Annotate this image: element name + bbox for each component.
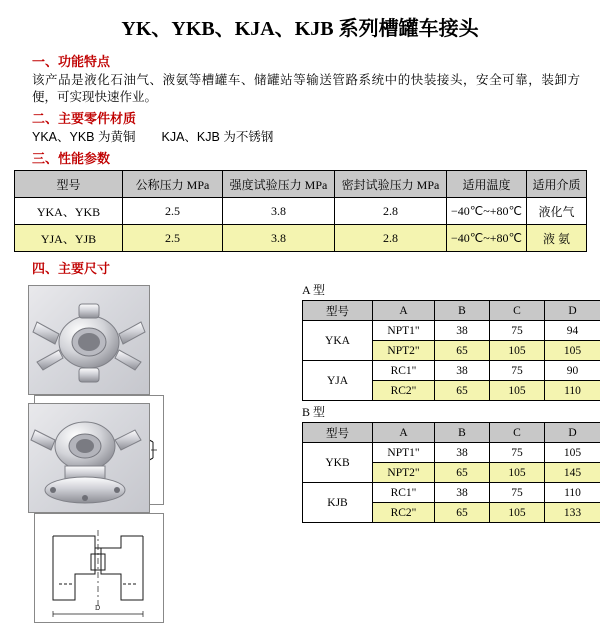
dim-cell: 65 bbox=[435, 341, 490, 361]
dim-cell: 75 bbox=[490, 361, 545, 381]
table-row bbox=[303, 361, 600, 381]
document-page bbox=[0, 12, 600, 528]
photo-coupling-a bbox=[28, 285, 150, 395]
dim-header-cell: C bbox=[490, 301, 545, 321]
perf-header-cell: 型号 bbox=[15, 171, 123, 198]
dimensions-section bbox=[14, 281, 586, 509]
dim-cell: RC2" bbox=[373, 381, 435, 401]
dim-cell: 105 bbox=[490, 463, 545, 483]
dim-cell: 133 bbox=[545, 503, 600, 523]
table-row bbox=[303, 483, 600, 503]
dim-cell: 65 bbox=[435, 503, 490, 523]
perf-cell-model: YKA、YKB bbox=[15, 198, 123, 225]
dim-cell: 65 bbox=[435, 463, 490, 483]
dim-header-cell: 型号 bbox=[303, 301, 373, 321]
table-row bbox=[15, 225, 587, 252]
perf-cell: 3.8 bbox=[223, 198, 335, 225]
table-header-row bbox=[15, 171, 587, 198]
perf-cell: 液化气 bbox=[527, 198, 587, 225]
dim-cell: 38 bbox=[435, 321, 490, 341]
dim-cell: 75 bbox=[490, 483, 545, 503]
dim-header-cell: B bbox=[435, 423, 490, 443]
dim-cell: 94 bbox=[545, 321, 600, 341]
perf-cell: −40℃~+80℃ bbox=[447, 225, 527, 252]
table-header-row bbox=[303, 423, 600, 443]
dim-cell: 110 bbox=[545, 483, 600, 503]
section-heading-features: 一、功能特点 bbox=[14, 51, 586, 70]
perf-header-cell: 公称压力 MPa bbox=[123, 171, 223, 198]
perf-header-cell: 强度试验压力 MPa bbox=[223, 171, 335, 198]
svg-text:D: D bbox=[95, 604, 100, 612]
perf-header-cell: 适用温度 bbox=[447, 171, 527, 198]
table-row bbox=[303, 443, 600, 463]
table-row bbox=[303, 321, 600, 341]
material-line bbox=[14, 129, 586, 146]
dim-cell: NPT2" bbox=[373, 463, 435, 483]
dim-cell: 105 bbox=[490, 503, 545, 523]
dim-cell: 75 bbox=[490, 321, 545, 341]
perf-cell: 2.8 bbox=[335, 198, 447, 225]
performance-table bbox=[14, 170, 587, 252]
perf-cell: 液 氨 bbox=[527, 225, 587, 252]
dim-cell: 105 bbox=[490, 341, 545, 361]
material-right-text: KJA、KJB 为不锈钢 bbox=[162, 130, 274, 144]
section-heading-dimensions: 四、主要尺寸 bbox=[14, 258, 586, 277]
dim-cell: 105 bbox=[545, 443, 600, 463]
dim-cell: NPT2" bbox=[373, 341, 435, 361]
dim-cell: 105 bbox=[545, 341, 600, 361]
dim-cell: 110 bbox=[545, 381, 600, 401]
dim-header-cell: D bbox=[545, 301, 600, 321]
dim-cell-model: YKA bbox=[303, 321, 373, 361]
photo-coupling-b bbox=[28, 403, 150, 513]
dim-header-cell: A bbox=[373, 423, 435, 443]
perf-header-cell: 密封试验压力 MPa bbox=[335, 171, 447, 198]
table-header-row bbox=[303, 301, 600, 321]
perf-cell: 2.5 bbox=[123, 198, 223, 225]
dim-cell: 38 bbox=[435, 483, 490, 503]
dim-cell: 145 bbox=[545, 463, 600, 483]
dim-header-cell: A bbox=[373, 301, 435, 321]
perf-header-cell: 适用介质 bbox=[527, 171, 587, 198]
dim-cell: 38 bbox=[435, 443, 490, 463]
dim-cell: 90 bbox=[545, 361, 600, 381]
image-row-b bbox=[28, 403, 288, 623]
perf-cell: 2.8 bbox=[335, 225, 447, 252]
dim-header-cell: D bbox=[545, 423, 600, 443]
dim-cell: NPT1" bbox=[373, 321, 435, 341]
perf-cell: 3.8 bbox=[223, 225, 335, 252]
dim-header-cell: B bbox=[435, 301, 490, 321]
dim-cell: NPT1" bbox=[373, 443, 435, 463]
dim-cell-model: KJB bbox=[303, 483, 373, 523]
dim-cell: RC1" bbox=[373, 361, 435, 381]
table-row bbox=[15, 198, 587, 225]
dim-cell: 105 bbox=[490, 381, 545, 401]
dim-header-cell: 型号 bbox=[303, 423, 373, 443]
dim-cell: RC1" bbox=[373, 483, 435, 503]
page-title: YK、YKB、KJA、KJB 系列槽罐车接头 bbox=[14, 12, 586, 41]
dim-block-a bbox=[302, 281, 600, 401]
dim-cell: 38 bbox=[435, 361, 490, 381]
dim-cell-model: YKB bbox=[303, 443, 373, 483]
dim-header-cell: C bbox=[490, 423, 545, 443]
section-heading-material: 二、主要零件材质 bbox=[14, 108, 586, 127]
dim-block-a-label: A 型 bbox=[302, 281, 600, 298]
dim-cell: 75 bbox=[490, 443, 545, 463]
perf-cell: −40℃~+80℃ bbox=[447, 198, 527, 225]
perf-cell-model: YJA、YJB bbox=[15, 225, 123, 252]
dimension-table-b bbox=[302, 422, 600, 523]
dim-cell: RC2" bbox=[373, 503, 435, 523]
material-left-text: YKA、YKB 为黄铜 bbox=[32, 130, 136, 144]
features-paragraph: 该产品是液化石油气、液氨等槽罐车、储罐站等输送管路系统中的快装接头，安全可靠，装卸方便，可实现快速作业。 bbox=[14, 72, 586, 106]
dim-block-b-label: B 型 bbox=[302, 403, 600, 420]
section-heading-performance: 三、性能参数 bbox=[14, 148, 586, 167]
dimension-table-a bbox=[302, 300, 600, 401]
dim-cell: 65 bbox=[435, 381, 490, 401]
dim-block-b bbox=[302, 403, 600, 523]
dim-cell-model: YJA bbox=[303, 361, 373, 401]
drawing-coupling-b bbox=[34, 513, 164, 623]
perf-cell: 2.5 bbox=[123, 225, 223, 252]
